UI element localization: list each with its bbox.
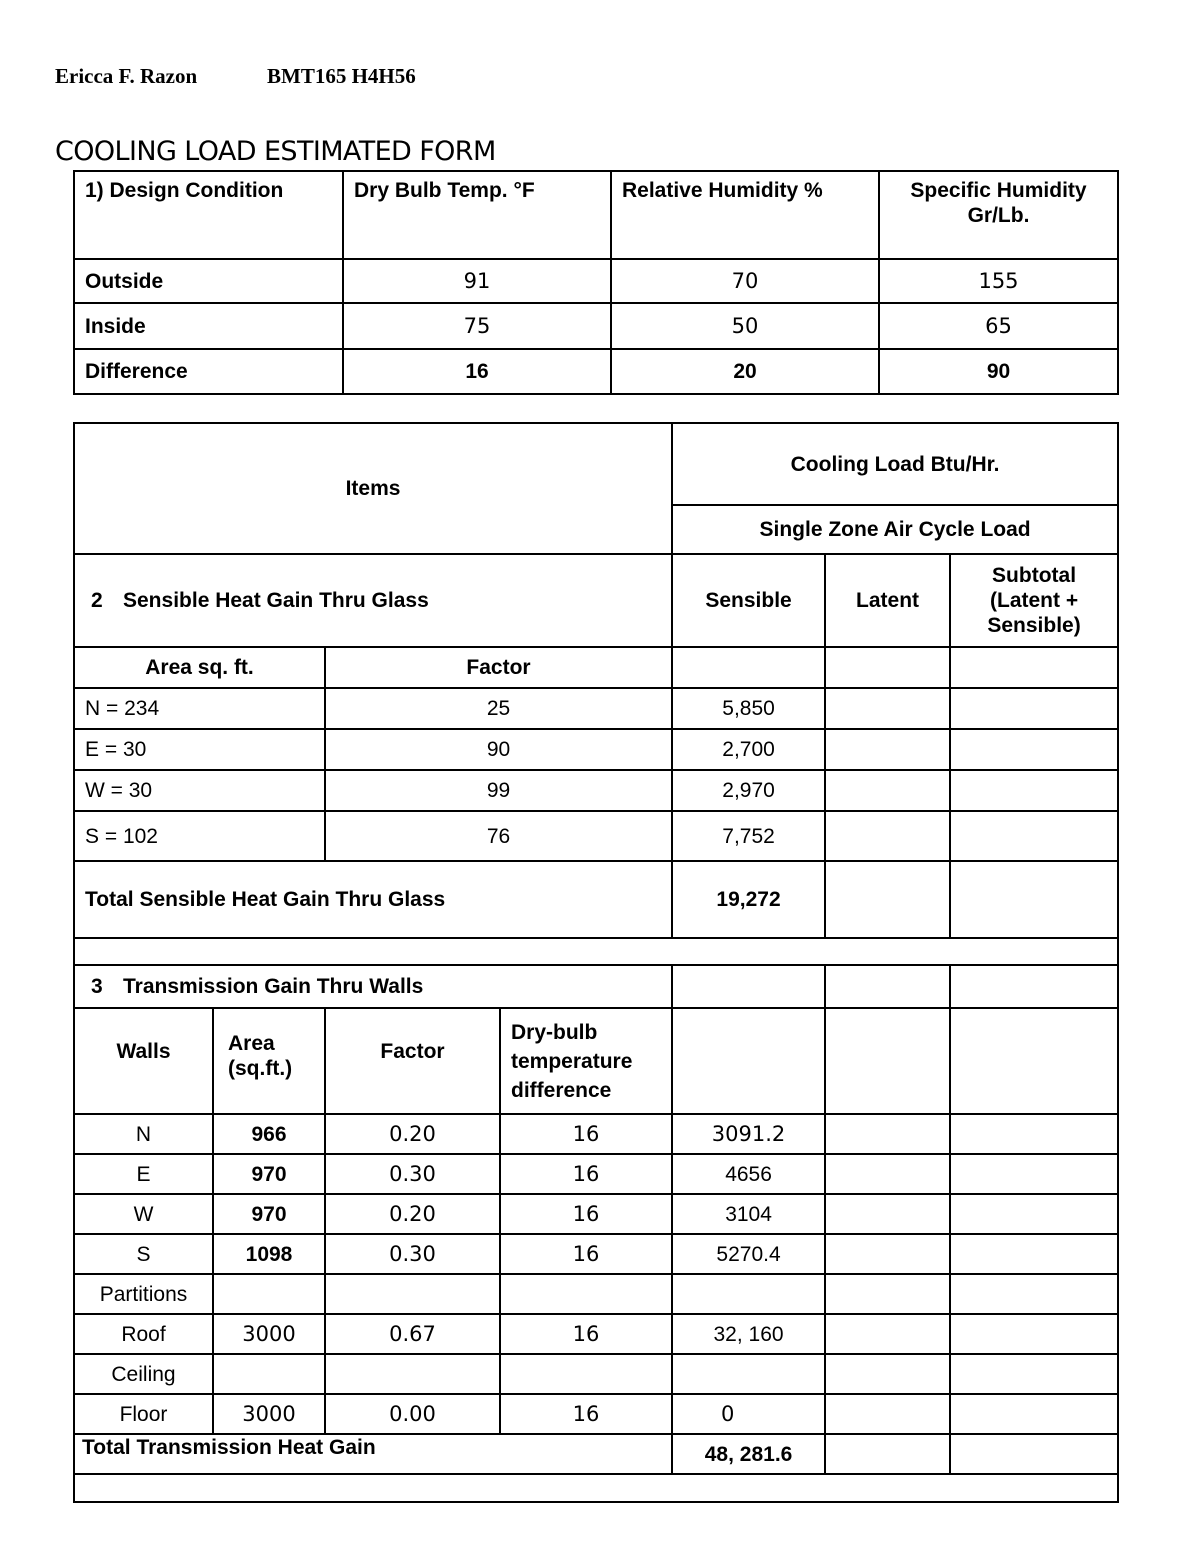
row-label: Inside	[74, 303, 343, 349]
wall-sensible	[672, 1354, 825, 1394]
design-condition-header: 1) Design Condition	[74, 171, 343, 259]
wall-sensible: 0	[672, 1394, 825, 1434]
design-condition-table	[73, 170, 1119, 395]
glass-section-header	[74, 554, 672, 647]
wall-temp-diff: 16	[500, 1394, 672, 1434]
wall-factor: 0.00	[325, 1394, 500, 1434]
rh-value: 70	[611, 259, 879, 303]
empty-cell	[825, 1114, 950, 1154]
glass-sensible: 2,700	[672, 729, 825, 770]
empty-cell	[950, 811, 1118, 861]
wall-name: E	[74, 1154, 213, 1194]
empty-cell	[825, 811, 950, 861]
wall-area	[213, 1354, 325, 1394]
wall-area: 970	[213, 1194, 325, 1234]
empty-cell	[825, 861, 950, 938]
empty-cell	[825, 647, 950, 688]
empty-cell	[672, 1008, 825, 1114]
wall-sensible: 3104	[672, 1194, 825, 1234]
empty-cell	[825, 1008, 950, 1114]
wall-factor: 0.20	[325, 1194, 500, 1234]
wall-sensible: 3091.2	[672, 1114, 825, 1154]
wall-sensible: 5270.4	[672, 1234, 825, 1274]
wall-area	[213, 1274, 325, 1314]
table-row	[74, 303, 1118, 349]
glass-sensible: 7,752	[672, 811, 825, 861]
wall-temp-diff: 16	[500, 1234, 672, 1274]
empty-cell	[950, 1394, 1118, 1434]
wall-temp-diff: 16	[500, 1114, 672, 1154]
glass-factor-header: Factor	[325, 647, 672, 688]
glass-area-header: Area sq. ft.	[74, 647, 325, 688]
dry-bulb-header: Dry Bulb Temp. °F	[343, 171, 611, 259]
glass-factor: 25	[325, 688, 672, 729]
table-row	[74, 729, 1118, 770]
dry-bulb-value: 16	[343, 349, 611, 394]
wall-name: W	[74, 1194, 213, 1234]
wall-name: Partitions	[74, 1274, 213, 1314]
items-header: Items	[74, 423, 672, 554]
empty-cell	[825, 1394, 950, 1434]
wall-area: 1098	[213, 1234, 325, 1274]
walls-section-header	[74, 965, 672, 1008]
dry-bulb-value: 75	[343, 303, 611, 349]
table-row	[74, 259, 1118, 303]
table-row	[74, 1354, 1118, 1394]
empty-cell	[825, 1234, 950, 1274]
empty-cell	[950, 1314, 1118, 1354]
glass-sensible: 2,970	[672, 770, 825, 811]
glass-total-label: Total Sensible Heat Gain Thru Glass	[74, 861, 672, 938]
empty-cell	[950, 1434, 1118, 1474]
wall-area: 3000	[213, 1394, 325, 1434]
glass-total-value: 19,272	[672, 861, 825, 938]
sensible-header: Sensible	[672, 554, 825, 647]
wall-area: 3000	[213, 1314, 325, 1354]
wall-factor	[325, 1274, 500, 1314]
table-row	[74, 688, 1118, 729]
wall-temp-diff	[500, 1354, 672, 1394]
empty-cell	[950, 729, 1118, 770]
wall-factor: 0.67	[325, 1314, 500, 1354]
walls-temp-diff-header: Dry-bulb temperature difference	[500, 1008, 672, 1114]
wall-temp-diff: 16	[500, 1154, 672, 1194]
rh-value: 50	[611, 303, 879, 349]
form-title: COOLING LOAD ESTIMATED FORM	[55, 136, 496, 167]
empty-cell	[672, 647, 825, 688]
section-title: Transmission Gain Thru Walls	[123, 975, 424, 998]
wall-name: Roof	[74, 1314, 213, 1354]
wall-factor	[325, 1354, 500, 1394]
table-row	[74, 349, 1118, 394]
table-row	[74, 1154, 1118, 1194]
wall-name: Ceiling	[74, 1354, 213, 1394]
glass-sensible: 5,850	[672, 688, 825, 729]
spacer-row	[74, 938, 1118, 965]
subtotal-header: Subtotal (Latent + Sensible)	[950, 554, 1118, 647]
empty-cell	[950, 1008, 1118, 1114]
wall-name: N	[74, 1114, 213, 1154]
glass-factor: 90	[325, 729, 672, 770]
empty-cell	[825, 1274, 950, 1314]
wall-factor: 0.30	[325, 1154, 500, 1194]
wall-factor: 0.20	[325, 1114, 500, 1154]
empty-cell	[950, 965, 1118, 1008]
empty-cell	[825, 965, 950, 1008]
section-number: 3	[91, 975, 103, 998]
empty-cell	[672, 965, 825, 1008]
empty-cell	[825, 1434, 950, 1474]
section-title: Sensible Heat Gain Thru Glass	[123, 589, 429, 612]
glass-factor: 99	[325, 770, 672, 811]
empty-cell	[825, 1354, 950, 1394]
empty-cell	[950, 1114, 1118, 1154]
cooling-load-table	[73, 422, 1119, 1503]
table-row	[74, 770, 1118, 811]
glass-area: W = 30	[74, 770, 325, 811]
cooling-load-header: Cooling Load Btu/Hr.	[672, 423, 1118, 505]
empty-cell	[950, 770, 1118, 811]
empty-cell	[950, 1194, 1118, 1234]
wall-temp-diff	[500, 1274, 672, 1314]
rh-value: 20	[611, 349, 879, 394]
wall-area: 966	[213, 1114, 325, 1154]
empty-cell	[825, 1154, 950, 1194]
empty-cell	[825, 1314, 950, 1354]
spacer-row	[74, 1474, 1118, 1502]
wall-temp-diff: 16	[500, 1194, 672, 1234]
zone-header: Single Zone Air Cycle Load	[672, 505, 1118, 554]
empty-cell	[950, 688, 1118, 729]
walls-total-value: 48, 281.6	[672, 1434, 825, 1474]
wall-factor: 0.30	[325, 1234, 500, 1274]
wall-sensible: 4656	[672, 1154, 825, 1194]
table-row	[74, 1274, 1118, 1314]
empty-cell	[950, 647, 1118, 688]
sh-value: 155	[879, 259, 1118, 303]
row-label: Difference	[74, 349, 343, 394]
specific-humidity-header: Specific Humidity Gr/Lb.	[879, 171, 1118, 259]
glass-factor: 76	[325, 811, 672, 861]
walls-area-header: Area (sq.ft.)	[213, 1008, 325, 1114]
sh-value: 65	[879, 303, 1118, 349]
empty-cell	[825, 688, 950, 729]
table-row	[74, 1194, 1118, 1234]
empty-cell	[950, 1234, 1118, 1274]
glass-area: E = 30	[74, 729, 325, 770]
dry-bulb-value: 91	[343, 259, 611, 303]
latent-header: Latent	[825, 554, 950, 647]
wall-name: Floor	[74, 1394, 213, 1434]
relative-humidity-header: Relative Humidity %	[611, 171, 879, 259]
walls-factor-header: Factor	[325, 1008, 500, 1114]
empty-cell	[825, 729, 950, 770]
table-row	[74, 1394, 1118, 1434]
glass-area: S = 102	[74, 811, 325, 861]
empty-cell	[950, 1274, 1118, 1314]
section-number: 2	[91, 589, 103, 612]
empty-cell	[825, 770, 950, 811]
empty-cell	[950, 1354, 1118, 1394]
table-row	[74, 811, 1118, 861]
section-code: BMT165 H4H56	[267, 64, 416, 88]
row-label: Outside	[74, 259, 343, 303]
glass-area: N = 234	[74, 688, 325, 729]
sh-value: 90	[879, 349, 1118, 394]
walls-header: Walls	[74, 1008, 213, 1114]
wall-area: 970	[213, 1154, 325, 1194]
wall-temp-diff: 16	[500, 1314, 672, 1354]
empty-cell	[950, 1154, 1118, 1194]
empty-cell	[950, 861, 1118, 938]
table-row	[74, 1114, 1118, 1154]
student-name: Ericca F. Razon	[55, 64, 198, 88]
wall-name: S	[74, 1234, 213, 1274]
empty-cell	[825, 1194, 950, 1234]
wall-sensible: 32, 160	[672, 1314, 825, 1354]
table-row	[74, 1314, 1118, 1354]
table-row	[74, 1234, 1118, 1274]
wall-sensible	[672, 1274, 825, 1314]
walls-total-label: Total Transmission Heat Gain	[74, 1434, 672, 1474]
